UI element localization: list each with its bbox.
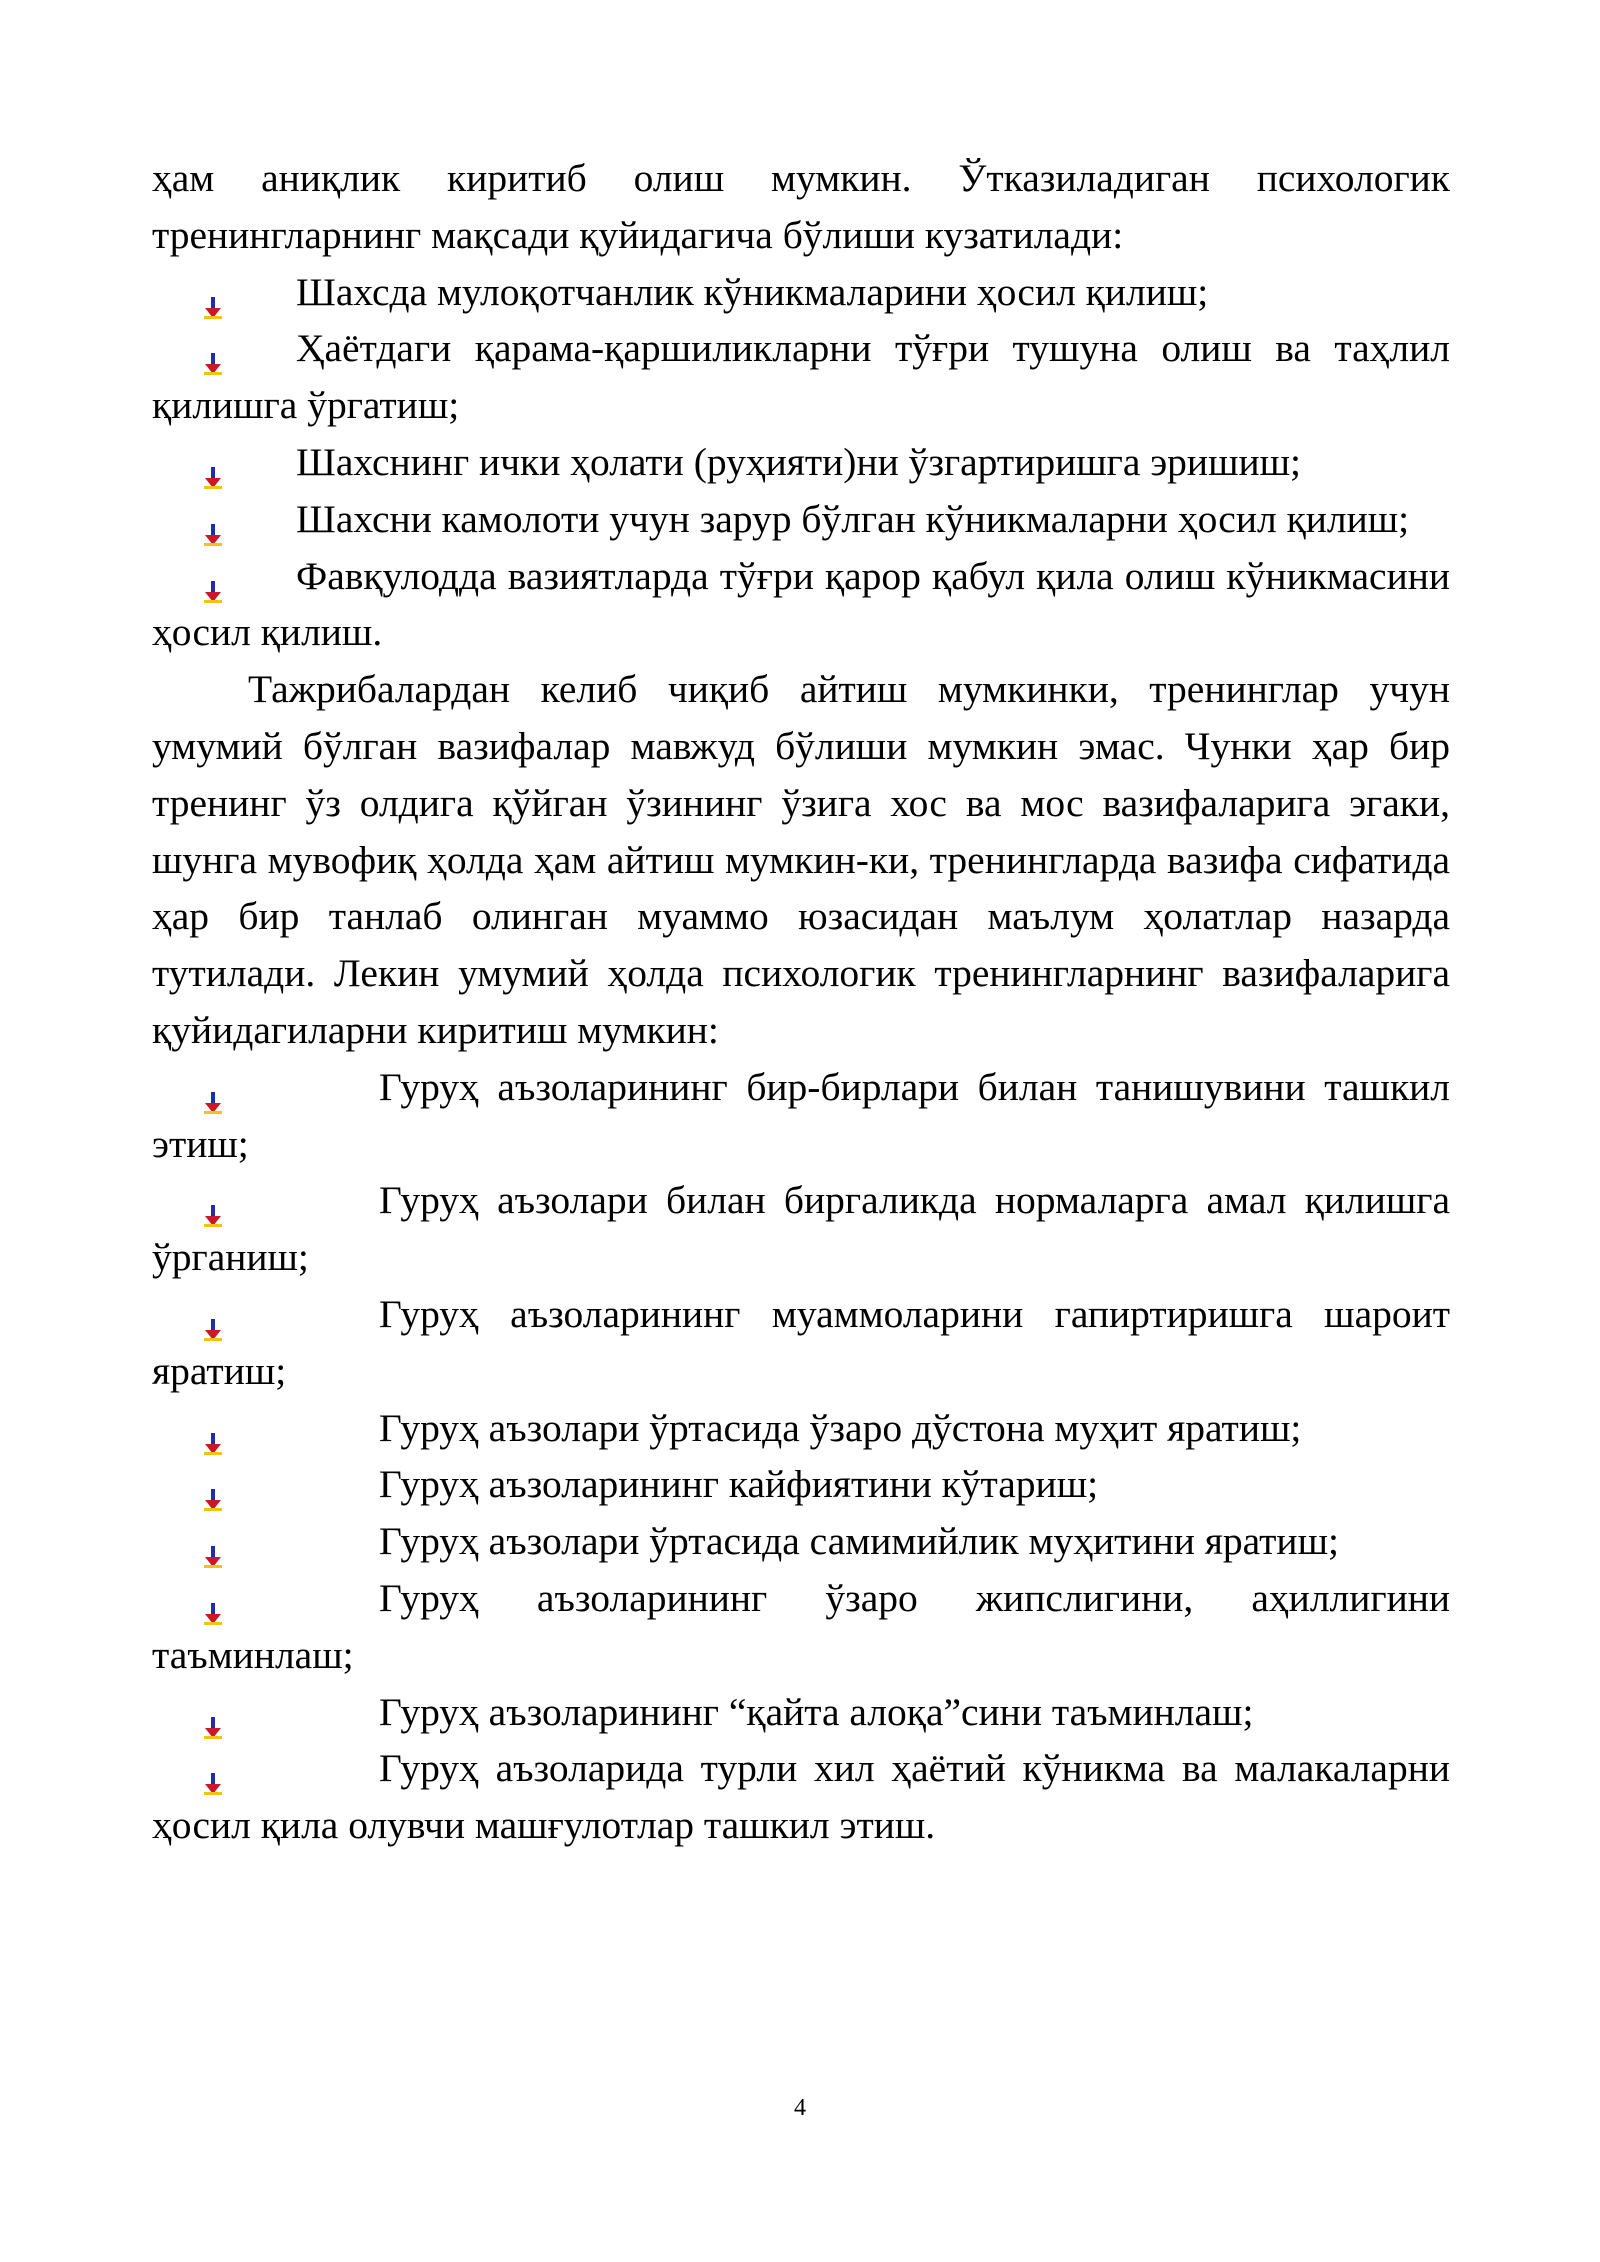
list-item-text: Ҳаётдаги қарама-қаршиликларни тўғри тушуна олиш ва таҳлил қилишга ўргатиш;: [152, 326, 1450, 428]
list-item: [152, 491, 1450, 548]
list-item-text: Гуруҳ аъзоларининг “қайта алоқа”сини таъминлаш;: [379, 1689, 1254, 1734]
middle-paragraph: Тажрибалардан келиб чиқиб айтиш мумкинки, тренинглар учун умумий бўлган вазифалар мавжуд бўлиши мумкин эмас. Чунки ҳар бир тренинг ўз олдига қўйган ўзининг ўзига хос ва мос вазифаларига эгаки, шунга мувофиқ ҳолда ҳам айтиш мумкин-ки, тренингларда вазифа сифатида ҳар бир танлаб олинган муаммо юзасидан маълум ҳолатлар назарда тутилади. Лекин умумий ҳолда психологик тренингларнинг вазифаларига қуйидагиларни киритиш мумкин:: [152, 667, 1450, 1052]
arrow-down-bullet-icon: [200, 280, 226, 306]
arrow-down-bullet-icon: [200, 1529, 226, 1555]
arrow-down-bullet-icon: [200, 1075, 226, 1101]
list-item-text: Гуруҳ аъзолари билан биргаликда нормаларга амал қилишга ўрганиш;: [152, 1178, 1450, 1280]
list-item-text: Фавқулодда вазиятларда тўғри қарор қабул қила олиш кўникмасини ҳосил қилиш.: [152, 553, 1450, 655]
list-item-text: Шахсни камолоти учун зарур бўлган кўникмаларни ҳосил қилиш;: [296, 496, 1410, 541]
arrow-down-bullet-icon: [200, 1586, 226, 1612]
list-item: [152, 1740, 1450, 1854]
list-item: [152, 1059, 1450, 1173]
list-item: [152, 434, 1450, 491]
list-item: [152, 320, 1450, 434]
arrow-down-bullet-icon: [200, 336, 226, 362]
list-item: [152, 548, 1450, 662]
list-item: [152, 1684, 1450, 1741]
arrow-down-bullet-icon: [200, 507, 226, 533]
list-item-text: Шахсда мулоқотчанлик кўникмаларини ҳосил қилиш;: [296, 269, 1209, 314]
list-item-text: Гуруҳ аъзоларининг ўзаро жипслигини, аҳиллигини таъминлаш;: [152, 1575, 1450, 1677]
list-item: [152, 264, 1450, 321]
document-page: [152, 150, 1450, 1854]
intro-paragraph: ҳам аниқлик киритиб олиш мумкин. Ўтказиладиган психологик тренингларнинг мақсади қуйидагича бўлиши кузатилади:: [152, 156, 1450, 257]
arrow-down-bullet-icon: [200, 564, 226, 590]
arrow-down-bullet-icon: [200, 450, 226, 476]
arrow-down-bullet-icon: [200, 1302, 226, 1328]
arrow-down-bullet-icon: [200, 1416, 226, 1442]
arrow-down-bullet-icon: [200, 1756, 226, 1782]
list-item: [152, 1172, 1450, 1286]
list-item-text: Гуруҳ аъзоларининг муаммоларини гапиртиришга шароит яратиш;: [152, 1291, 1450, 1393]
arrow-down-bullet-icon: [200, 1188, 226, 1214]
list-item-text: Гуруҳ аъзоларининг кайфиятини кўтариш;: [379, 1462, 1099, 1507]
arrow-down-bullet-icon: [200, 1472, 226, 1498]
list-item-text: Шахснинг ички ҳолати (руҳияти)ни ўзгартиришга эришиш;: [296, 439, 1302, 484]
goals-list: [152, 264, 1450, 662]
list-item: [152, 1400, 1450, 1457]
list-item: [152, 1286, 1450, 1400]
list-item: [152, 1570, 1450, 1684]
list-item: [152, 1456, 1450, 1513]
list-item-text: Гуруҳ аъзоларида турли хил ҳаётий кўникма ва малакаларни ҳосил қила олувчи машғулотлар ташкил этиш.: [152, 1746, 1450, 1848]
list-item-text: Гуруҳ аъзолари ўртасида ўзаро дўстона муҳит яратиш;: [379, 1405, 1302, 1450]
list-item-text: Гуруҳ аъзоларининг бир-бирлари билан танишувини ташкил этиш;: [152, 1064, 1450, 1166]
arrow-down-bullet-icon: [200, 1700, 226, 1726]
list-item: [152, 1513, 1450, 1570]
list-item-text: Гуруҳ аъзолари ўртасида самимийлик муҳитини яратиш;: [379, 1519, 1339, 1564]
page-number: 4: [794, 2095, 806, 2121]
tasks-list: [152, 1059, 1450, 1854]
